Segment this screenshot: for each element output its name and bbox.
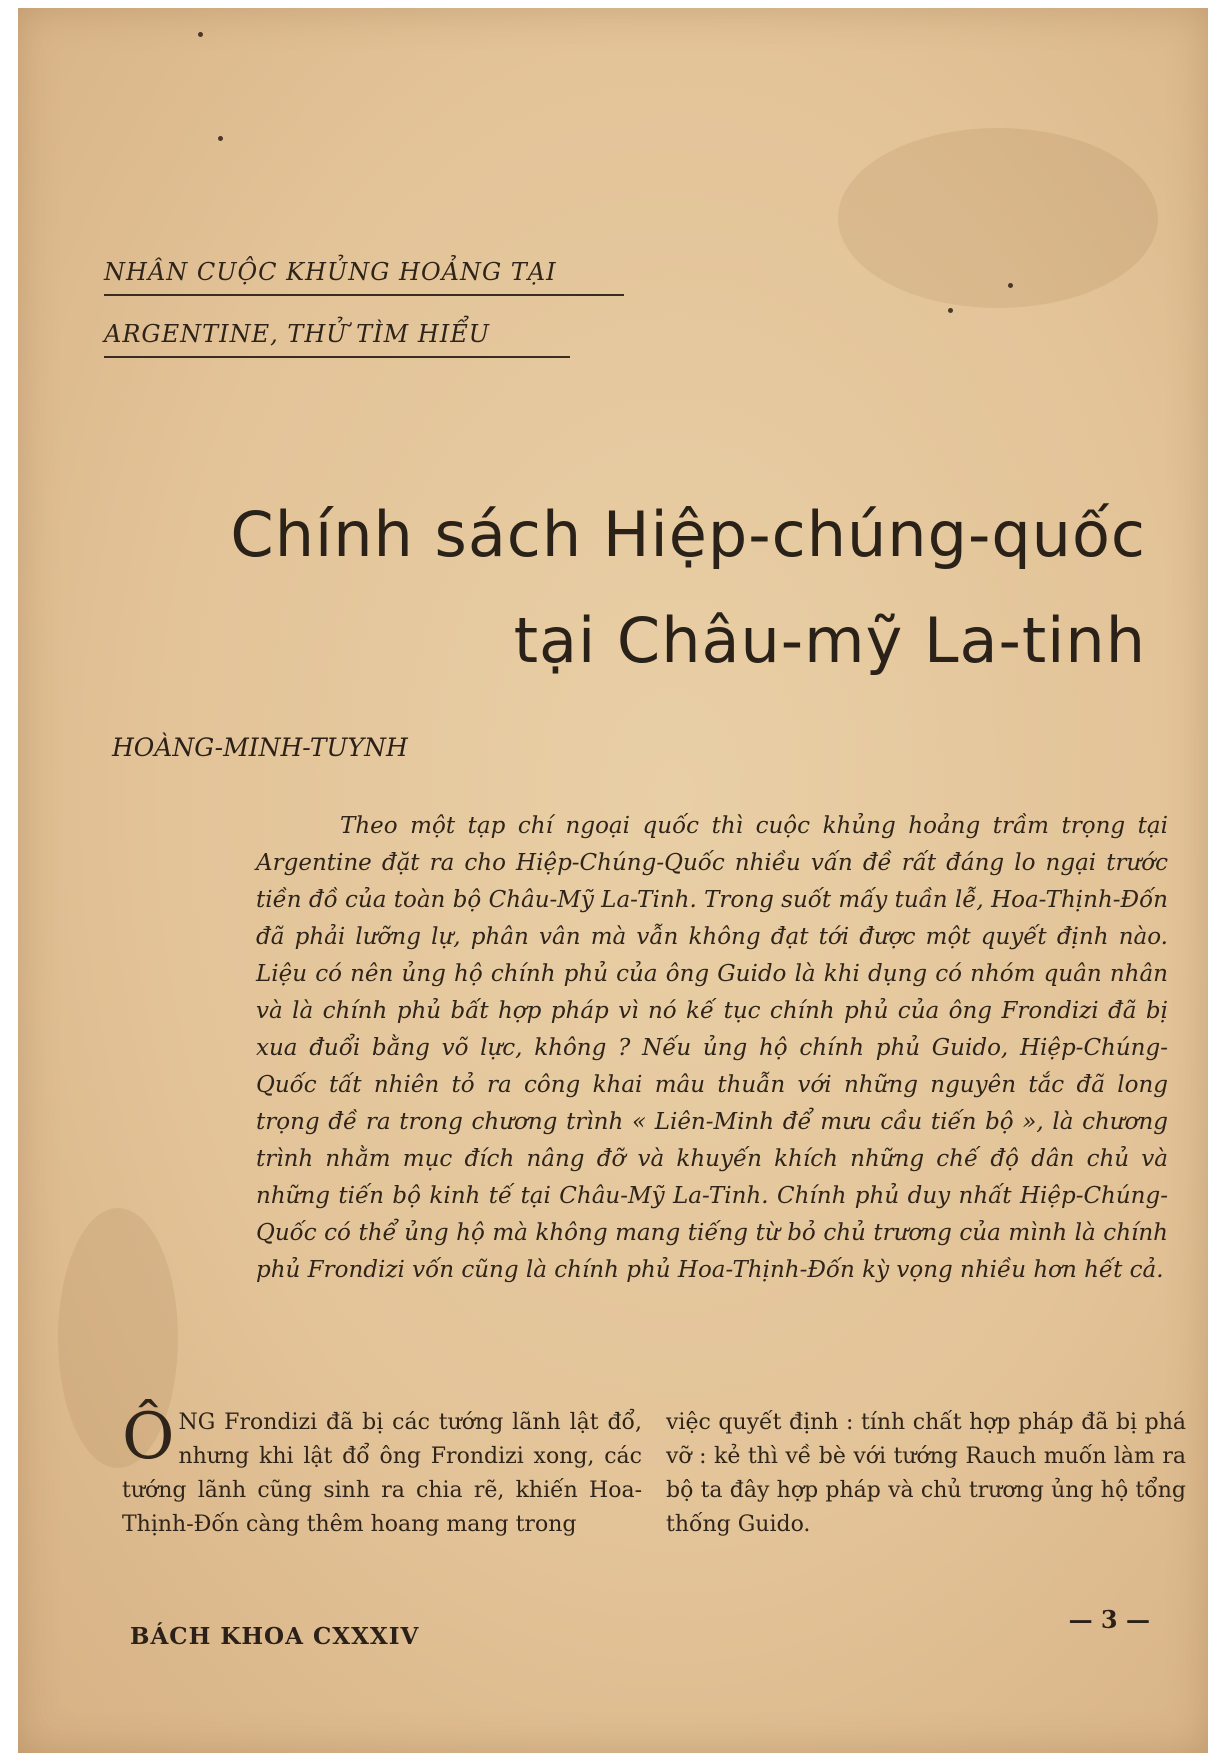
- page-number: — 3 —: [1068, 1605, 1150, 1634]
- body-column-right: việc quyết định : tính chất hợp pháp đã bị phá vỡ : kẻ thì về bè với tướng Rauch muốn làm ra bộ ta đây hợp pháp và chủ trương ủng hộ tổng thống Guido.: [666, 1410, 1186, 1537]
- drop-cap: Ô: [122, 1400, 175, 1474]
- article-title-line-2: tại Châu-mỹ La-tinh: [513, 604, 1146, 677]
- kicker-underline-1: [104, 294, 624, 296]
- intro-paragraph: Theo một tạp chí ngoại quốc thì cuộc khủng hoảng trầm trọng tại Argentine đặt ra cho Hiệp-Chúng-Quốc nhiều vấn đề rất đáng lo ngại trước tiền đồ của toàn bộ Châu-Mỹ La-Tinh. Trong suốt mấy tuần lễ, Hoa-Thịnh-Đốn đã phải lưỡng lự, phân vân mà vẫn không đạt tới được một quyết định nào. Liệu có nên ủng hộ chính phủ của ông Guido là khi dụng có nhóm quân nhân và là chính phủ bất hợp pháp vì nó kế tục chính phủ của ông Frondizi đã bị xua đuổi bằng võ lực, không ? Nếu ủng hộ chính phủ Guido, Hiệp-Chúng-Quốc tất nhiên tỏ ra công khai mâu thuẫn với những nguyên tắc đã long trọng đề ra trong chương trình « Liên-Minh để mưu cầu tiến bộ », là chương trình nhằm mục đích nâng đỡ và khuyến khích những chế độ dân chủ và những tiến bộ kinh tế tại Châu-Mỹ La-Tinh. Chính phủ duy nhất Hiệp-Chúng-Quốc có thể ủng hộ mà không mang tiếng từ bỏ chủ trương của mình là chính phủ Frondizi vốn cũng là chính phủ Hoa-Thịnh-Đốn kỳ vọng nhiều hơn hết cả.: [256, 813, 1168, 1283]
- kicker-underline-2: [104, 356, 570, 358]
- speck: [218, 136, 223, 141]
- kicker-line-1: NHÂN CUỘC KHỦNG HOẢNG TẠI: [104, 258, 557, 286]
- speck: [1008, 283, 1013, 288]
- body-column-left: [122, 1400, 642, 1542]
- body-left-text: NG Frondizi đã bị các tướng lãnh lật đổ, nhưng khi lật đổ ông Frondizi xong, các tướng lãnh cũng sinh ra chia rẽ, khiến Hoa-Thịnh-Đốn càng thêm hoang mang trong: [122, 1410, 642, 1537]
- speck: [948, 308, 953, 313]
- magazine-page: [18, 8, 1208, 1753]
- author-byline: HOÀNG-MINH-TUYNH: [112, 733, 408, 762]
- kicker-line-2: ARGENTINE, THỬ TÌM HIỂU: [104, 320, 490, 348]
- article-title-line-1: Chính sách Hiệp-chúng-quốc: [230, 498, 1146, 571]
- page-stain: [838, 128, 1158, 308]
- speck: [198, 32, 203, 37]
- publication-name: BÁCH KHOA CXXXIV: [130, 1623, 420, 1650]
